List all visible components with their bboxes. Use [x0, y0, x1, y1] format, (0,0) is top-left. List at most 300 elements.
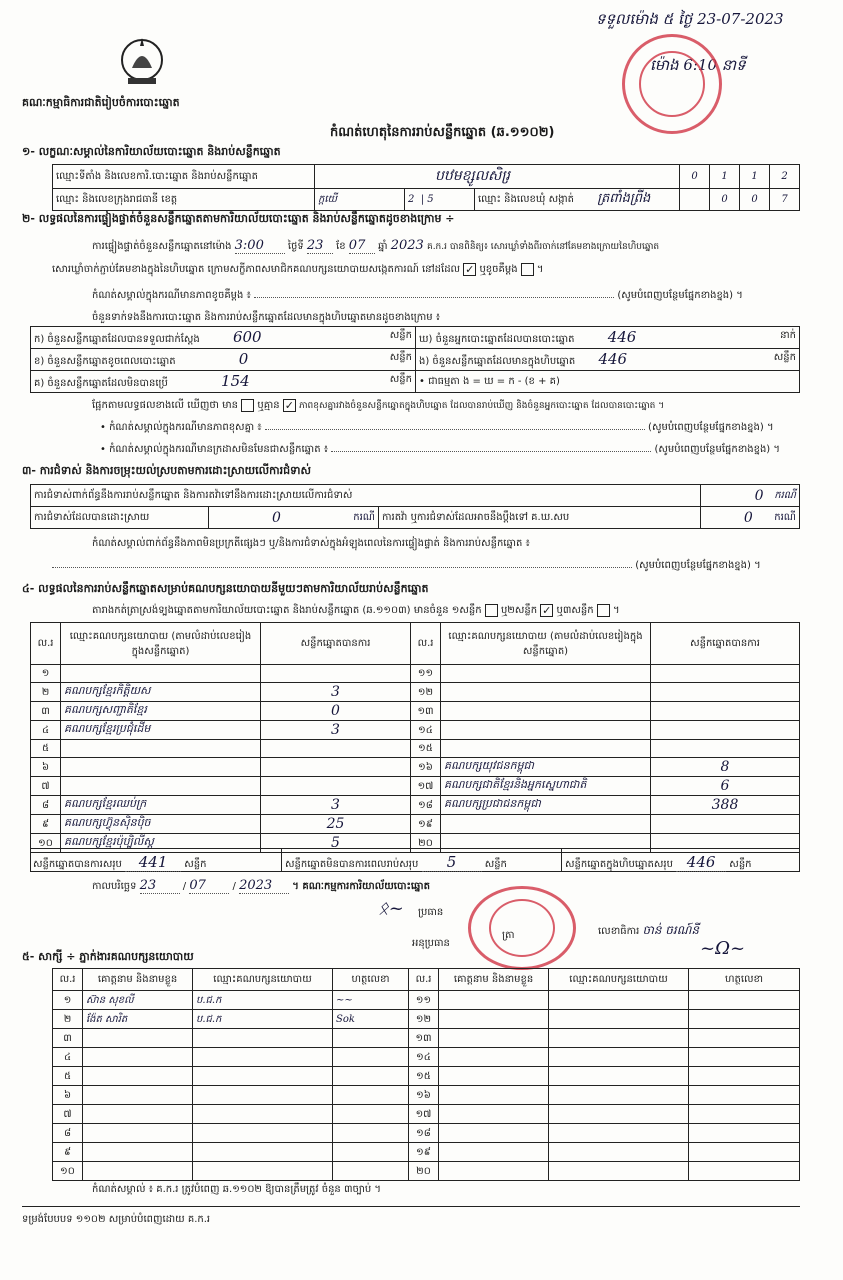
row-number: ១២: [411, 683, 441, 702]
witness-signature: [333, 1086, 409, 1105]
count-label-c: គ) ចំនួនសន្លឹកឆ្នោតដែលមិនបានប្រើ: [34, 378, 168, 389]
count-label-d: ឃ) ចំនួនអ្នកបោះឆ្នោតដែលបានបោះឆ្នោត: [419, 334, 575, 345]
vote-count: [651, 702, 800, 721]
witness-signature: [333, 1105, 409, 1124]
secretary-signature: ~Ω~: [700, 938, 746, 959]
table-row: [31, 815, 800, 834]
witness-signature: [689, 1010, 800, 1029]
table-row: [31, 796, 800, 815]
witness-signature: [689, 1124, 800, 1143]
table-row: [53, 1143, 800, 1162]
witness-signature: Sok: [333, 1010, 409, 1029]
row-number: ១៦: [409, 1086, 439, 1105]
count-row-a: [31, 327, 416, 349]
objection-row-2b-value: [700, 507, 799, 529]
count-value-d: 446: [607, 328, 637, 346]
party-name: [61, 665, 261, 683]
row-number: ២០: [409, 1162, 439, 1181]
total-valid-label: សន្លឹកឆ្នោតបានការសរុប: [33, 859, 122, 870]
section4-heading: ៤- លទ្ធផលនៃការរាប់សន្លឹកឆ្នោតសម្រាប់គណបក្សនយោបាយនីមួយៗតាមការិយាល័យរាប់សន្លឹកឆ្នោត: [22, 582, 429, 595]
compare-line: [92, 398, 812, 413]
row-number: ៤: [31, 721, 61, 740]
vote-count: 6: [651, 777, 800, 796]
witness-signature: [689, 1086, 800, 1105]
party-name: គណបក្សខ្មែរកិត្តិយស: [61, 683, 261, 702]
witness-party: [193, 1143, 333, 1162]
total-box-value: 446: [676, 853, 726, 872]
tally-sheet-line: តារាងកត់ត្រាស្រង់ទ្បងឆ្នោតតាមការិយាល័យបោះឆ្នោត និងរាប់សន្លឹកឆ្នោត (ឆ.១១០៣) មានចំនួន ១សន្លឹក ឬ២សន្លឹក ✓ ឬ៣សន្លឹក ។: [92, 603, 620, 617]
col-sign: ហត្ថលេខា: [333, 969, 409, 991]
witness-signature: [689, 991, 800, 1010]
witness-signature: [689, 1067, 800, 1086]
day-label: ថ្ងៃទី: [287, 241, 304, 252]
col-sign: ហត្ថលេខា: [689, 969, 800, 991]
bullet-hint: (សូមបំពេញបន្ថែមផ្នែកខាងខ្នង) ។: [654, 444, 780, 455]
col-no: ល.រ: [31, 623, 61, 665]
bullet-2-line: [331, 451, 651, 452]
unit-sheet: សន្លឹក: [389, 352, 412, 363]
row-number: ៥: [53, 1067, 83, 1086]
row-number: ៩: [53, 1143, 83, 1162]
date-line: កាលបរិច្ឆេទ 23 / 07 / 2023 ។ គណៈកម្មការការិយាល័យបោះឆ្នោត: [92, 878, 430, 893]
table-row: [53, 1162, 800, 1181]
secretary-name: ចាន់ ចរណ៍នី: [642, 923, 700, 937]
vote-count: [651, 815, 800, 834]
row-number: ១: [53, 991, 83, 1010]
party-name: [61, 740, 261, 758]
witness-name: [439, 1067, 549, 1086]
unit-sheet: សន្លឹក: [484, 859, 507, 870]
witness-name: [439, 1086, 549, 1105]
date-day: 23: [140, 878, 180, 894]
compare-mid: ឬគ្មាន: [257, 400, 280, 411]
party-name: [61, 777, 261, 796]
two-sheets-label: ឬ២សន្លឹក: [500, 605, 538, 616]
witness-name: [83, 1143, 193, 1162]
count-value-b: 0: [238, 350, 249, 368]
witness-name: [83, 1048, 193, 1067]
table-row: [31, 777, 800, 796]
witness-party: [549, 1067, 689, 1086]
row-number: ១០: [53, 1162, 83, 1181]
col-votes: សន្លឹកឆ្នោតបានការ: [651, 623, 800, 665]
row-number: ២: [53, 1010, 83, 1029]
count-row-c: [31, 371, 416, 393]
case-unit: ករណី: [774, 511, 796, 523]
count-label-a: ក) ចំនួនសន្លឹកឆ្នោតដែលបានទទួលជាក់ស្តែង: [34, 334, 200, 345]
total-box-label: សន្លឹកឆ្នោតក្នុងហិបឆ្នោតសរុប: [565, 859, 673, 870]
row-number: ៦: [53, 1086, 83, 1105]
party-name: គណបក្សប្រជាជនកម្ពុជា: [441, 796, 651, 815]
irregularity-hint: (សូមបំពេញបន្ថែមផ្នែកខាងខ្នង) ។: [635, 560, 761, 571]
witness-signature: [333, 1048, 409, 1067]
check-line-1: [92, 238, 812, 254]
witness-name: [439, 1124, 549, 1143]
party-name: [61, 758, 261, 777]
witness-name: [83, 1086, 193, 1105]
witness-signature: [689, 1105, 800, 1124]
witness-name: [439, 1010, 549, 1029]
appeal-count: 0: [743, 509, 753, 526]
vote-count: 5: [261, 834, 411, 853]
witness-party: [549, 1086, 689, 1105]
province-code: 2 | 5: [405, 189, 475, 211]
party-name: [441, 665, 651, 683]
witness-name: [439, 1162, 549, 1181]
table-row: [31, 740, 800, 758]
month-label: ខែ: [336, 241, 346, 252]
total-valid-value: 441: [125, 853, 181, 872]
party-name: គណបក្សជាតិខ្មែរនិងអ្នកស្នេហាជាតិ: [441, 777, 651, 796]
date-label: កាលបរិច្ឆេទ: [92, 881, 137, 892]
witness-party: [549, 1105, 689, 1124]
witness-name: [439, 1105, 549, 1124]
vote-count: 3: [261, 683, 411, 702]
col-votes: សន្លឹកឆ្នោតបានការ: [261, 623, 411, 665]
commune-value: ត្រពាំងព្រីង: [597, 191, 651, 206]
row-number: ៧: [31, 777, 61, 796]
bullet-paper: [100, 442, 780, 457]
three-sheets-checkbox[interactable]: [597, 604, 610, 617]
province-label: ឈ្មោះ និងលេខក្រុងរាជធានី ខេត្ត: [53, 189, 315, 211]
chair-signature: ᛟ~: [378, 898, 404, 919]
row-number: ៤: [53, 1048, 83, 1067]
row-number: ១៨: [411, 796, 441, 815]
received-date-note: ទទួលម៉ោង ៥ ថ្ងៃ 23-07-2023: [596, 10, 784, 28]
row-number: ១៣: [409, 1029, 439, 1048]
unit-person: នាក់: [780, 330, 796, 341]
count-row-b: [31, 349, 416, 371]
difference-no-checkbox[interactable]: ✓: [284, 398, 294, 412]
unit-sheet: សន្លឹក: [389, 330, 412, 341]
witness-party: ប.ជ.ក: [193, 991, 333, 1010]
row-number: ១: [31, 665, 61, 683]
damaged-checkbox[interactable]: [521, 263, 534, 276]
table-row: [53, 1067, 800, 1086]
deputy-label: អនុប្រធាន: [412, 938, 450, 949]
witness-signature: [333, 1162, 409, 1181]
province-value: ក្ពយើ: [315, 189, 405, 211]
province-code-digit: 2: [408, 194, 415, 205]
commune-label: ឈ្មោះ និងលេខឃុំ សង្កាត់: [478, 194, 574, 205]
bullet-difference: [100, 420, 774, 435]
witness-name: ង៉ែត សារិត: [83, 1010, 193, 1029]
party-name: [441, 815, 651, 834]
row-number: ១៦: [411, 758, 441, 777]
row-number: ១៧: [409, 1105, 439, 1124]
doc-title: កំណត់ហេតុនៃការរាប់សន្លឹកឆ្នោត (ឆ.១១០២): [330, 125, 555, 140]
secretary: [598, 922, 699, 940]
row-number: ១៣: [411, 702, 441, 721]
intact-checkbox[interactable]: ✓: [465, 262, 475, 276]
witness-party: [549, 1124, 689, 1143]
witness-party: ប.ជ.ក: [193, 1010, 333, 1029]
commune-digit: 7: [770, 189, 800, 211]
witness-party: [549, 1010, 689, 1029]
bullet-hint: (សូមបំពេញបន្ថែមផ្នែកខាងខ្នង) ។: [648, 422, 774, 433]
count-row-d: [416, 327, 800, 349]
committee-name: គណៈកម្មាធិការជាតិរៀបចំការបោះឆ្នោត: [22, 96, 180, 109]
objection-count: 0: [754, 487, 764, 504]
witness-party: [193, 1124, 333, 1143]
row-number: ១៤: [409, 1048, 439, 1067]
witness-party: [193, 1029, 333, 1048]
vote-count: 3: [261, 721, 411, 740]
section5-heading: ៥- សាក្សី ÷ ភ្នាក់ងារគណបក្សនយោបាយ: [22, 950, 194, 963]
row-number: ១១: [411, 665, 441, 683]
seal-note-label: កំណត់សម្គាល់ក្នុងករណីមានភាពខូចគឺម្ដង ៖: [92, 290, 251, 301]
difference-yes-checkbox[interactable]: [241, 399, 254, 412]
irregularity-note: កំណត់សម្គាល់ពាក់ព័ន្ធនឹងភាពមិនប្រក្រតីផ្សេងៗ ឬ/និងការជំទាស់ក្នុងអំឡុងពេលនៃការផ្ទៀងផ្ទាត់ និងការរាប់សន្លឹកឆ្នោត ៖: [92, 538, 530, 549]
table-row: [31, 665, 800, 683]
witness-signature: [333, 1067, 409, 1086]
date-month: 07: [189, 878, 229, 894]
check-time: 3:00: [235, 238, 285, 254]
place-label: ឈ្មោះទីតាំង និងលេខការិ.បោះឆ្នោត និងរាប់សន្លឹកឆ្នោត: [53, 165, 315, 189]
party-name: គណបក្សខ្មែរប្រជុំដើម: [61, 721, 261, 740]
witness-signature: ~~: [333, 991, 409, 1010]
row-number: ១២: [409, 1010, 439, 1029]
bullet-1-line: [265, 429, 645, 430]
unit-sheet: សន្លឹក: [773, 352, 796, 363]
col-no: ល.រ: [53, 969, 83, 991]
witness-party: [549, 1029, 689, 1048]
seal-note: [92, 288, 743, 303]
vote-count: [651, 683, 800, 702]
witness-signature: [689, 1162, 800, 1181]
party-name: គណបក្សយុវជនកម្ពុជា: [441, 758, 651, 777]
office-digit: 2: [770, 165, 800, 189]
vote-count: [261, 665, 411, 683]
witness-signature: [689, 1029, 800, 1048]
section3-heading: ៣- ការជំទាស់ និងការចម្រុះយល់ស្របតាមការដោះស្រាយលើការជំទាស់: [22, 464, 311, 477]
row-number: ១៤: [411, 721, 441, 740]
bullet-1-label: • កំណត់សម្គាល់ក្នុងករណីមានភាពខុសគ្នា ៖: [100, 422, 262, 433]
row-number: ៦: [31, 758, 61, 777]
year-label: ឆ្នាំ: [377, 241, 388, 252]
witness-party: [549, 1143, 689, 1162]
row-number: ១៨: [409, 1124, 439, 1143]
party-name: [441, 683, 651, 702]
office-digit: 1: [740, 165, 770, 189]
witness-name: [439, 1029, 549, 1048]
vote-count: 0: [261, 702, 411, 721]
received-time-note: ម៉ោង 6:10 នាទី: [650, 56, 746, 74]
form-note: ទម្រង់បែបបទ ១១០២ សម្រាប់បំពេញដោយ គ.ក.រ: [22, 1214, 211, 1225]
national-emblem-icon: [118, 34, 166, 93]
check-text: ការផ្ទៀងផ្ទាត់ចំនួនសន្លឹកឆ្នោតនៅម៉ោង: [92, 241, 232, 252]
party-name: គណបក្សសញ្ជាតិខ្មែរ: [61, 702, 261, 721]
witness-name: [439, 991, 549, 1010]
official-seal-top: [622, 34, 722, 134]
col-no: ល.រ: [409, 969, 439, 991]
row-number: ៣: [53, 1029, 83, 1048]
committee-label: ។ គណៈកម្មការការិយាល័យបោះឆ្នោត: [292, 881, 430, 892]
col-no: ល.រ: [411, 623, 441, 665]
witness-name: [83, 1029, 193, 1048]
table-row: [31, 683, 800, 702]
count-value-c: 154: [221, 372, 250, 390]
witness-signature: [333, 1143, 409, 1162]
unit-sheet: សន្លឹក: [184, 859, 207, 870]
check-text-2: សោរឃ្លាំចាក់ភ្ជាប់គែមខាងក្នុងនៃហិបឆ្នោត ក្រោមសក្ខីភាពសមាជិកគណបក្សនយោបាយសង្កេតការណ៍ នៅដដែល: [52, 264, 461, 275]
case-unit: ករណី: [774, 489, 796, 501]
witness-party: [193, 1086, 333, 1105]
row-number: ១៥: [411, 740, 441, 758]
totals-row: [30, 848, 800, 872]
total-invalid-value: 5: [422, 853, 482, 872]
witness-name: ស៊ាន សុខលី: [83, 991, 193, 1010]
row-number: ១១: [409, 991, 439, 1010]
committee-seal: [468, 886, 576, 970]
seal-note-line: [254, 297, 614, 298]
party-name: គណបក្សខ្មែរឈប់ក្រ: [61, 796, 261, 815]
office-digit: 1: [710, 165, 740, 189]
date-year: 2023: [239, 878, 289, 894]
vote-count: 388: [651, 796, 800, 815]
party-name: [441, 740, 651, 758]
row-number: ៥: [31, 740, 61, 758]
witness-party: [549, 1162, 689, 1181]
vote-count: [261, 758, 411, 777]
vote-count: [261, 777, 411, 796]
table-row: [53, 1029, 800, 1048]
seal-label: ត្រា: [502, 930, 515, 941]
tally-intro: តារាងកត់ត្រាស្រង់ទ្បងឆ្នោតតាមការិយាល័យបោះឆ្នោត និងរាប់សន្លឹកឆ្នោត (ឆ.១១០៣) មានចំនួន ១សន្លឹក: [92, 605, 482, 616]
row-number: ២: [31, 683, 61, 702]
irregularity-note-line: [52, 558, 761, 573]
footer-divider: [22, 1206, 800, 1207]
row-number: ១៩: [409, 1143, 439, 1162]
witness-party: [193, 1105, 333, 1124]
party-name: គណបក្សខ្មែរប៉ុប្បិលីស្ត: [61, 834, 261, 853]
table-row: [53, 991, 800, 1010]
total-invalid-label: សន្លឹកឆ្នោតមិនបានការពេលរាប់សរុប: [285, 859, 419, 870]
witness-party: [193, 1048, 333, 1067]
compare-text: ផ្អែកតាមលទ្ធផលខាងលើ ឃើញថា មាន: [92, 400, 239, 411]
witness-signature: [333, 1029, 409, 1048]
witness-name: [439, 1143, 549, 1162]
one-sheet-checkbox[interactable]: [485, 604, 498, 617]
table-row: [31, 758, 800, 777]
seal-note-hint: (សូមបំពេញបន្ថែមផ្នែកខាងខ្នង) ។: [617, 290, 743, 301]
col-party: ឈ្មោះគណបក្សនយោបាយ: [549, 969, 689, 991]
col-party: ឈ្មោះគណបក្សនយោបាយ (តាមលំដាប់លេខរៀងក្នុងសន្លឹកឆ្នោត): [441, 623, 651, 665]
witness-signature: [333, 1124, 409, 1143]
row-number: ១៧: [411, 777, 441, 796]
row-number: ៨: [53, 1124, 83, 1143]
party-name: គណបក្សហ៊្វុនស៊ិនប៉ិច: [61, 815, 261, 834]
footnote: កំណត់សម្គាល់ ៖ គ.ក.រ ត្រូវបំពេញ ឆ.១១០២ ឱ្យបានត្រឹមត្រូវ ចំនួន ៣ច្បាប់ ។: [92, 1184, 381, 1195]
row-number: ៨: [31, 796, 61, 815]
note-line: [52, 567, 632, 568]
table-row: [31, 721, 800, 740]
counts-intro: ចំនួនទាក់ទងនឹងការបោះឆ្នោត និងការរាប់សន្លឹកឆ្នោតដែលមានក្នុងហិបឆ្នោតមានដូចខាងក្រោម ៖: [92, 312, 441, 323]
section1-table: [52, 164, 800, 211]
check-line-2: សោរឃ្លាំចាក់ភ្ជាប់គែមខាងក្នុងនៃហិបឆ្នោត ក្រោមសក្ខីភាពសមាជិកគណបក្សនយោបាយសង្កេតការណ៍ នៅដដែល ✓ ឬខូចគឺម្ដង ។: [52, 262, 544, 276]
witness-name: [83, 1124, 193, 1143]
table-row: [53, 1124, 800, 1143]
witness-name: [83, 1067, 193, 1086]
section1-heading: ១- លក្ខណៈសម្គាល់នៃការិយាល័យបោះឆ្នោត និងរាប់សន្លឹកឆ្នោត: [22, 145, 281, 158]
witness-name: [83, 1105, 193, 1124]
count-label-e: ង) ចំនួនសន្លឹកឆ្នោតដែលមានក្នុងហិបឆ្នោត: [419, 356, 576, 367]
party-name: [441, 721, 651, 740]
objection-row-1-label: ការជំទាស់ពាក់ព័ន្ធនឹងការរាប់សន្លឹកឆ្នោត និងការតវ៉ាទៅនឹងការដោះស្រាយលើការជំទាស់: [31, 485, 701, 507]
vote-count: [261, 740, 411, 758]
col-name: គោត្តនាម និងនាមខ្លួន: [83, 969, 193, 991]
witness-name: [439, 1048, 549, 1067]
place-value: បឋមខ្សូលសិរ្រ: [315, 165, 680, 189]
objection-row-2a-value: [209, 507, 379, 529]
objection-row-2b-label: ការតវ៉ា ឬការជំទាស់ដែលអាចនឹងប្ដឹងទៅ គ.ឃ.សប: [379, 507, 701, 529]
vote-count: 3: [261, 796, 411, 815]
col-party: ឈ្មោះគណបក្សនយោបាយ (តាមលំដាប់លេខរៀងក្នុងសន្លឹកឆ្នោត): [61, 623, 261, 665]
row-number: ៩: [31, 815, 61, 834]
unit-sheet: សន្លឹក: [729, 859, 752, 870]
witness-signature: [689, 1048, 800, 1067]
table-row: [53, 1048, 800, 1067]
three-sheets-label: ឬ៣សន្លឹក: [556, 605, 594, 616]
objection-table: [30, 484, 800, 529]
witness-table: [52, 968, 800, 1181]
vote-count: 8: [651, 758, 800, 777]
total-invalid: [281, 849, 510, 871]
row-number: ៧: [53, 1105, 83, 1124]
vote-count: [651, 740, 800, 758]
check-day: 23: [307, 238, 333, 254]
commune-digit: 0: [740, 189, 770, 211]
party-name: [441, 702, 651, 721]
count-row-e: [416, 349, 800, 371]
witness-party: [193, 1162, 333, 1181]
witness-name: [83, 1162, 193, 1181]
bullet-2-label: • កំណត់សម្គាល់ក្នុងករណីមានក្រដាសមិនមែនជាសន្លឹកឆ្នោត ៖: [100, 444, 329, 455]
objection-row-2a-label: ការជំទាស់ដែលបានដោះស្រាយ: [31, 507, 209, 529]
secretary-label: លេខាធិការ: [598, 926, 640, 937]
check-month: 07: [349, 238, 375, 254]
witness-party: [549, 991, 689, 1010]
count-value-a: 600: [232, 328, 262, 346]
results-table: [30, 622, 800, 853]
resolved-count: 0: [272, 509, 281, 526]
vote-count: [651, 721, 800, 740]
check-text-b: គ.ក.រ បានពិនិត្យ៖ សោរឃ្លាំទាំងពីរចាក់នៅគែមខាងក្រោយនៃហិបឆ្នោត: [426, 242, 660, 252]
objection-row-1-value: [700, 485, 799, 507]
section2-heading: ២- លទ្ធផលនៃការផ្ទៀងផ្ទាត់ចំនួនសន្លឹកឆ្នោតតាមការិយាល័យបោះឆ្នោត និងរាប់សន្លឹកឆ្នោតដូចខាងក្រោម ÷: [22, 212, 455, 225]
vote-count: [651, 665, 800, 683]
count-value-e: 446: [598, 350, 628, 368]
witness-party: [549, 1048, 689, 1067]
commune-cell: [475, 189, 680, 211]
row-number: ២០: [411, 834, 441, 853]
row-number: ១៩: [411, 815, 441, 834]
check-year: 2023: [390, 238, 424, 253]
office-digit: 0: [680, 165, 710, 189]
compare-end: ភាពខុសគ្នារវាងចំនួនសន្លឹកឆ្នោតក្នុងហិបឆ្នោត ដែលបានរាប់ឃើញ និងចំនួនអ្នកបោះឆ្នោត ដែលបានបោះឆ្នោត ។: [298, 401, 665, 411]
table-row: [53, 1086, 800, 1105]
col-party: ឈ្មោះគណបក្សនយោបាយ: [193, 969, 333, 991]
province-code-digit: 5: [427, 194, 434, 205]
witness-party: [193, 1067, 333, 1086]
commune-digit: 0: [710, 189, 740, 211]
damaged-label: ឬខូចគឺម្ដង: [479, 264, 518, 275]
row-number: ១៥: [409, 1067, 439, 1086]
two-sheets-checkbox[interactable]: ✓: [542, 603, 552, 617]
row-number: ៣: [31, 702, 61, 721]
counts-table: [30, 326, 800, 393]
table-row: [53, 1010, 800, 1029]
